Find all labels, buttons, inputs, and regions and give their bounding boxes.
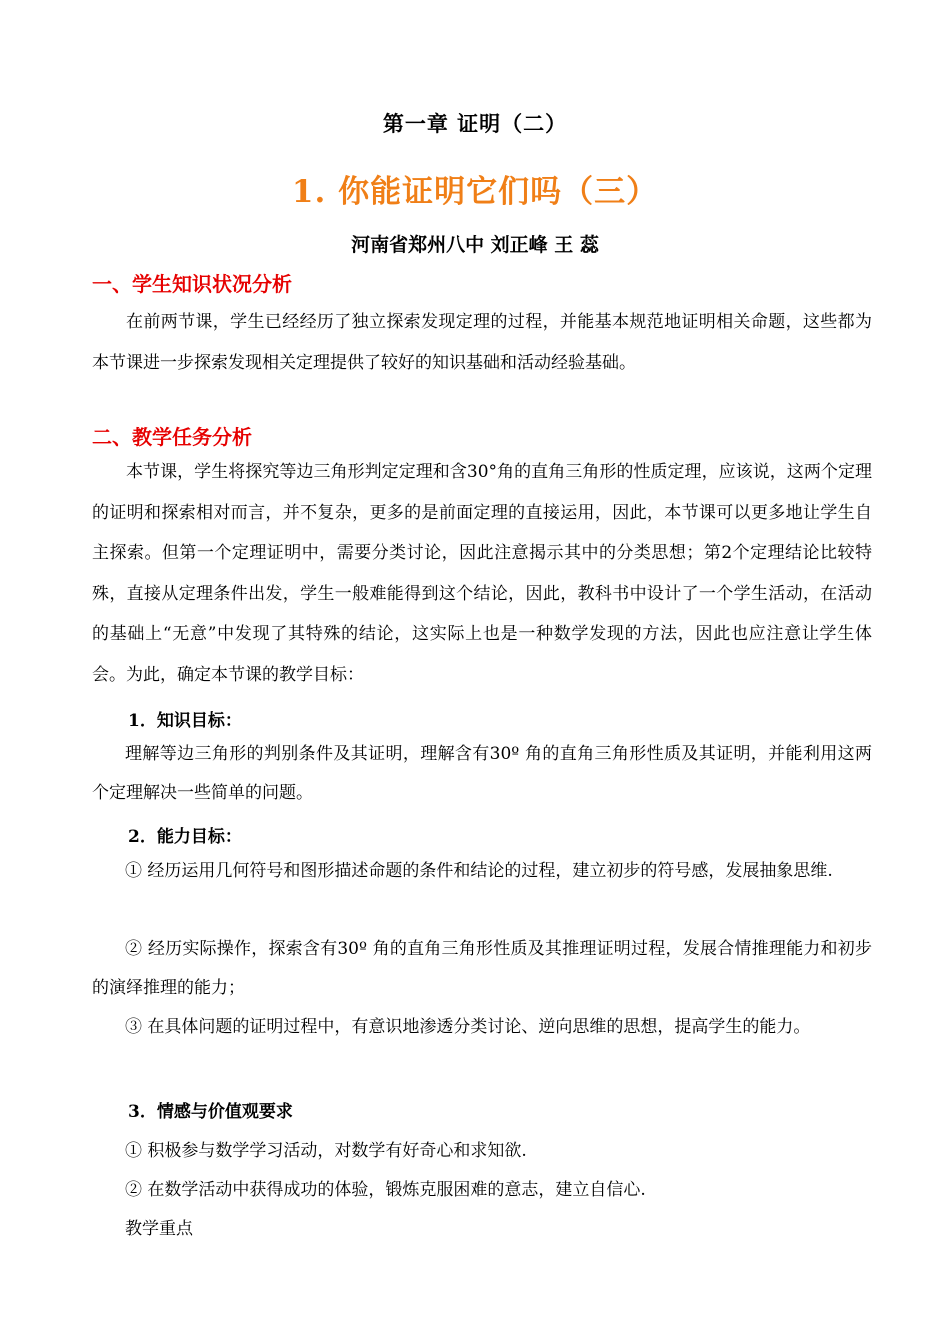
section-heading-student-analysis: 一、学生知识状况分析 xyxy=(92,272,292,296)
student-analysis-paragraph: 在前两节课，学生已经经历了独立探索发现定理的过程，并能基本规范地证明相关命题，这些都为本节课进一步探索发现相关定理提供了较好的知识基础和活动经验基础。 xyxy=(92,312,872,373)
section-heading-task-analysis: 二、教学任务分析 xyxy=(92,425,252,449)
knowledge-goal-heading: 1．知识目标： xyxy=(128,711,242,731)
ability-goal-item-2: ② 经历实际操作，探索含有30º 角的直角三角形性质及其推理证明过程，发展合情推理能力和初步的演绎推理的能力； xyxy=(92,939,872,998)
emotion-goal-heading: 3．情感与价值观要求 xyxy=(128,1102,293,1122)
ability-goal-heading: 2．能力目标： xyxy=(128,827,242,847)
ability-goal-item-3: ③ 在具体问题的证明过程中，有意识地渗透分类讨论、逆向思维的思想，提高学生的能力。 xyxy=(125,1017,811,1037)
emotion-goal-item-1: ① 积极参与数学学习活动，对数学有好奇心和求知欲. xyxy=(125,1141,527,1161)
author-line: 河南省郑州八中 刘正峰 王 蕊 xyxy=(351,234,599,256)
task-analysis-paragraph: 本节课，学生将探究等边三角形判定定理和含30°角的直角三角形的性质定理，应该说，这两个定理的证明和探索相对而言，并不复杂，更多的是前面定理的直接运用，因此，本节课可以更多地让学生自主探索。但第一个定理证明中，需要分类讨论，因此注意揭示其中的分类思想；第2个定理结论比较特殊，直接从定理条件出发，学生一般难能得到这个结论，因此，教科书中设计了一个学生活动，在活动的基础上“无意”中发现了其特殊的结论，这实际上也是一种数学发现的方法，因此也应注意让学生体会。为此，确定本节课的教学目标： xyxy=(92,462,872,685)
chapter-title: 第一章 证明（二） xyxy=(382,111,568,136)
lesson-title: 1. 你能证明它们吗（三） xyxy=(291,174,659,210)
key-points-label: 教学重点 xyxy=(125,1219,193,1239)
ability-goal-item-1: ① 经历运用几何符号和图形描述命题的条件和结论的过程，建立初步的符号感，发展抽象思维. xyxy=(125,861,833,881)
emotion-goal-item-2: ② 在数学活动中获得成功的体验，锻炼克服困难的意志，建立自信心. xyxy=(125,1180,646,1200)
knowledge-goal-text: 理解等边三角形的判别条件及其证明，理解含有30º 角的直角三角形性质及其证明，并能利用这两个定理解决一些简单的问题。 xyxy=(92,744,872,803)
